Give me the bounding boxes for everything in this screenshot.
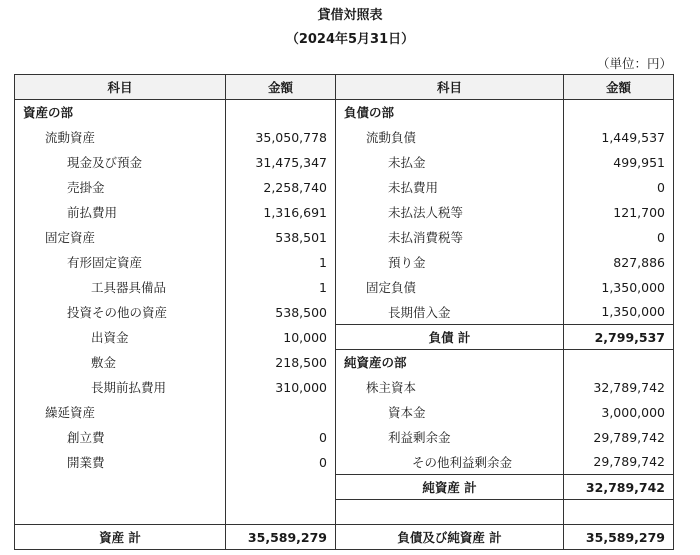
table-row	[15, 425, 674, 450]
table-row	[15, 275, 674, 300]
right-item-amount: 499,951	[564, 150, 674, 175]
right-item-label: 流動負債	[336, 125, 564, 150]
left-item-amount: 35,589,279	[226, 525, 336, 550]
left-item-amount	[226, 400, 336, 425]
left-item-amount: 310,000	[226, 375, 336, 400]
right-item-amount	[564, 350, 674, 375]
right-item-amount: 1,350,000	[564, 300, 674, 325]
right-item-amount: 2,799,537	[564, 325, 674, 350]
left-item-amount: 1	[226, 275, 336, 300]
right-item-label: 純資産の部	[336, 350, 564, 375]
left-item-label: 開業費	[15, 450, 226, 475]
table-row	[15, 475, 674, 500]
left-item-amount: 538,500	[226, 300, 336, 325]
document-date: （2024年5月31日）	[285, 32, 415, 47]
table-row	[15, 350, 674, 375]
left-item-amount	[226, 100, 336, 125]
left-item-amount	[226, 500, 336, 525]
right-item-amount: 827,886	[564, 250, 674, 275]
right-item-amount: 29,789,742	[564, 450, 674, 475]
right-item-label: 未払消費税等	[336, 225, 564, 250]
left-item-label: 前払費用	[15, 200, 226, 225]
right-item-amount: 32,789,742	[564, 375, 674, 400]
right-item-amount: 32,789,742	[564, 475, 674, 500]
left-item-label: 流動資産	[15, 125, 226, 150]
right-item-label: 固定負債	[336, 275, 564, 300]
left-item-amount: 1	[226, 250, 336, 275]
left-item-label: 投資その他の資産	[15, 300, 226, 325]
left-item-label: 有形固定資産	[15, 250, 226, 275]
table-row	[15, 325, 674, 350]
table-row	[15, 200, 674, 225]
left-item-label: 売掛金	[15, 175, 226, 200]
right-item-amount: 0	[564, 225, 674, 250]
left-item-label: 繰延資産	[15, 400, 226, 425]
left-item-amount: 0	[226, 450, 336, 475]
header-amount-left: 金額	[226, 75, 336, 100]
left-item-amount: 538,501	[226, 225, 336, 250]
left-item-label: 敷金	[15, 350, 226, 375]
right-item-amount: 3,000,000	[564, 400, 674, 425]
left-item-amount	[226, 475, 336, 500]
document-title: 貸借対照表	[317, 8, 383, 23]
right-item-label: 未払費用	[336, 175, 564, 200]
balance-sheet-body	[15, 100, 674, 550]
left-item-label: 資産の部	[15, 100, 226, 125]
right-item-label: 負債及び純資産 計	[336, 525, 564, 550]
table-row	[15, 250, 674, 275]
right-item-label: 未払法人税等	[336, 200, 564, 225]
left-item-amount: 10,000	[226, 325, 336, 350]
left-item-amount: 2,258,740	[226, 175, 336, 200]
table-row	[15, 500, 674, 525]
left-item-amount: 218,500	[226, 350, 336, 375]
table-row	[15, 375, 674, 400]
right-item-amount: 1,449,537	[564, 125, 674, 150]
balance-sheet-table	[14, 74, 674, 550]
left-item-label: 長期前払費用	[15, 375, 226, 400]
table-row	[15, 300, 674, 325]
right-item-amount: 29,789,742	[564, 425, 674, 450]
right-item-label: 利益剰余金	[336, 425, 564, 450]
left-item-amount: 35,050,778	[226, 125, 336, 150]
right-item-label: 資本金	[336, 400, 564, 425]
table-row	[15, 125, 674, 150]
right-item-label: 負債 計	[336, 325, 564, 350]
table-row	[15, 400, 674, 425]
left-item-label	[15, 475, 226, 500]
right-item-amount: 35,589,279	[564, 525, 674, 550]
right-item-label: 株主資本	[336, 375, 564, 400]
left-item-label: 固定資産	[15, 225, 226, 250]
left-item-label	[15, 500, 226, 525]
left-item-amount: 0	[226, 425, 336, 450]
unit-label: （単位：円）	[596, 56, 672, 71]
header-amount-right: 金額	[564, 75, 674, 100]
right-item-amount: 121,700	[564, 200, 674, 225]
header-item-right: 科目	[336, 75, 564, 100]
right-item-amount: 1,350,000	[564, 275, 674, 300]
left-item-amount: 31,475,347	[226, 150, 336, 175]
right-item-label: 長期借入金	[336, 300, 564, 325]
table-row	[15, 175, 674, 200]
table-row	[15, 525, 674, 550]
table-row	[15, 100, 674, 125]
header-row	[15, 75, 674, 100]
right-item-amount	[564, 100, 674, 125]
right-item-label: 負債の部	[336, 100, 564, 125]
right-item-label: その他利益剰余金	[336, 450, 564, 475]
table-row	[15, 225, 674, 250]
left-item-amount: 1,316,691	[226, 200, 336, 225]
table-row	[15, 450, 674, 475]
left-item-label: 創立費	[15, 425, 226, 450]
header-item-left: 科目	[15, 75, 226, 100]
left-item-label: 出資金	[15, 325, 226, 350]
left-item-label: 現金及び預金	[15, 150, 226, 175]
table-row	[15, 150, 674, 175]
right-item-label: 預り金	[336, 250, 564, 275]
left-item-label: 資産 計	[15, 525, 226, 550]
right-item-amount: 0	[564, 175, 674, 200]
right-item-label	[336, 500, 564, 525]
left-item-label: 工具器具備品	[15, 275, 226, 300]
right-item-label: 純資産 計	[336, 475, 564, 500]
right-item-label: 未払金	[336, 150, 564, 175]
right-item-amount	[564, 500, 674, 525]
